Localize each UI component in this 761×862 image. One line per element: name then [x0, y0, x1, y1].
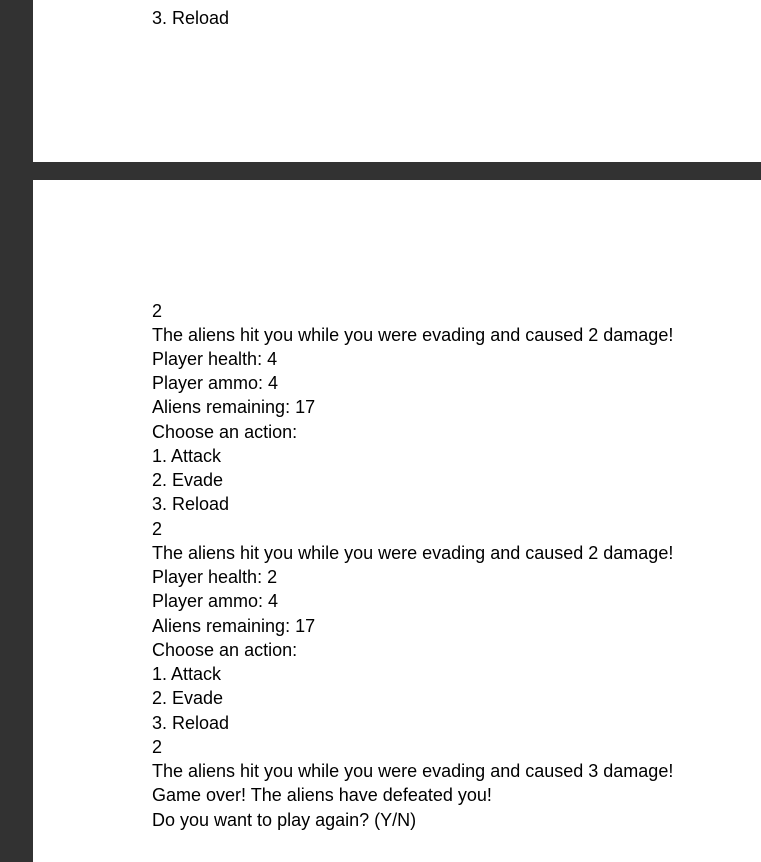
- text-line: Choose an action:: [152, 422, 298, 442]
- text-line: 2: [152, 737, 163, 757]
- text-line: Aliens remaining: 17: [152, 616, 316, 636]
- text-line: 3. Reload: [152, 713, 230, 733]
- text-line: 2. Evade: [152, 688, 224, 708]
- text-line: 2. Evade: [152, 470, 224, 490]
- text-line: 1. Attack: [152, 664, 222, 684]
- text-line: Player health: 2: [152, 567, 278, 587]
- document-page-1: [33, 0, 761, 162]
- text-line: 2: [152, 519, 163, 539]
- document-page-2: [33, 180, 761, 862]
- text-line: Game over! The aliens have defeated you!: [152, 785, 492, 805]
- text-line: 2: [152, 301, 163, 321]
- text-line: Do you want to play again? (Y/N): [152, 810, 417, 830]
- text-line: Choose an action:: [152, 640, 298, 660]
- text-line: The aliens hit you while you were evading and caused 3 damage!: [152, 761, 674, 781]
- text-line: The aliens hit you while you were evading and caused 2 damage!: [152, 543, 674, 563]
- text-line: 1. Attack: [152, 446, 222, 466]
- text-line: Player ammo: 4: [152, 373, 279, 393]
- text-line: Player health: 4: [152, 349, 278, 369]
- text-line: 3. Reload: [152, 8, 230, 28]
- text-line: 3. Reload: [152, 494, 230, 514]
- text-line: Aliens remaining: 17: [152, 397, 316, 417]
- page-separator: [33, 162, 761, 180]
- text-line: Player ammo: 4: [152, 591, 279, 611]
- text-line: The aliens hit you while you were evading and caused 2 damage!: [152, 325, 674, 345]
